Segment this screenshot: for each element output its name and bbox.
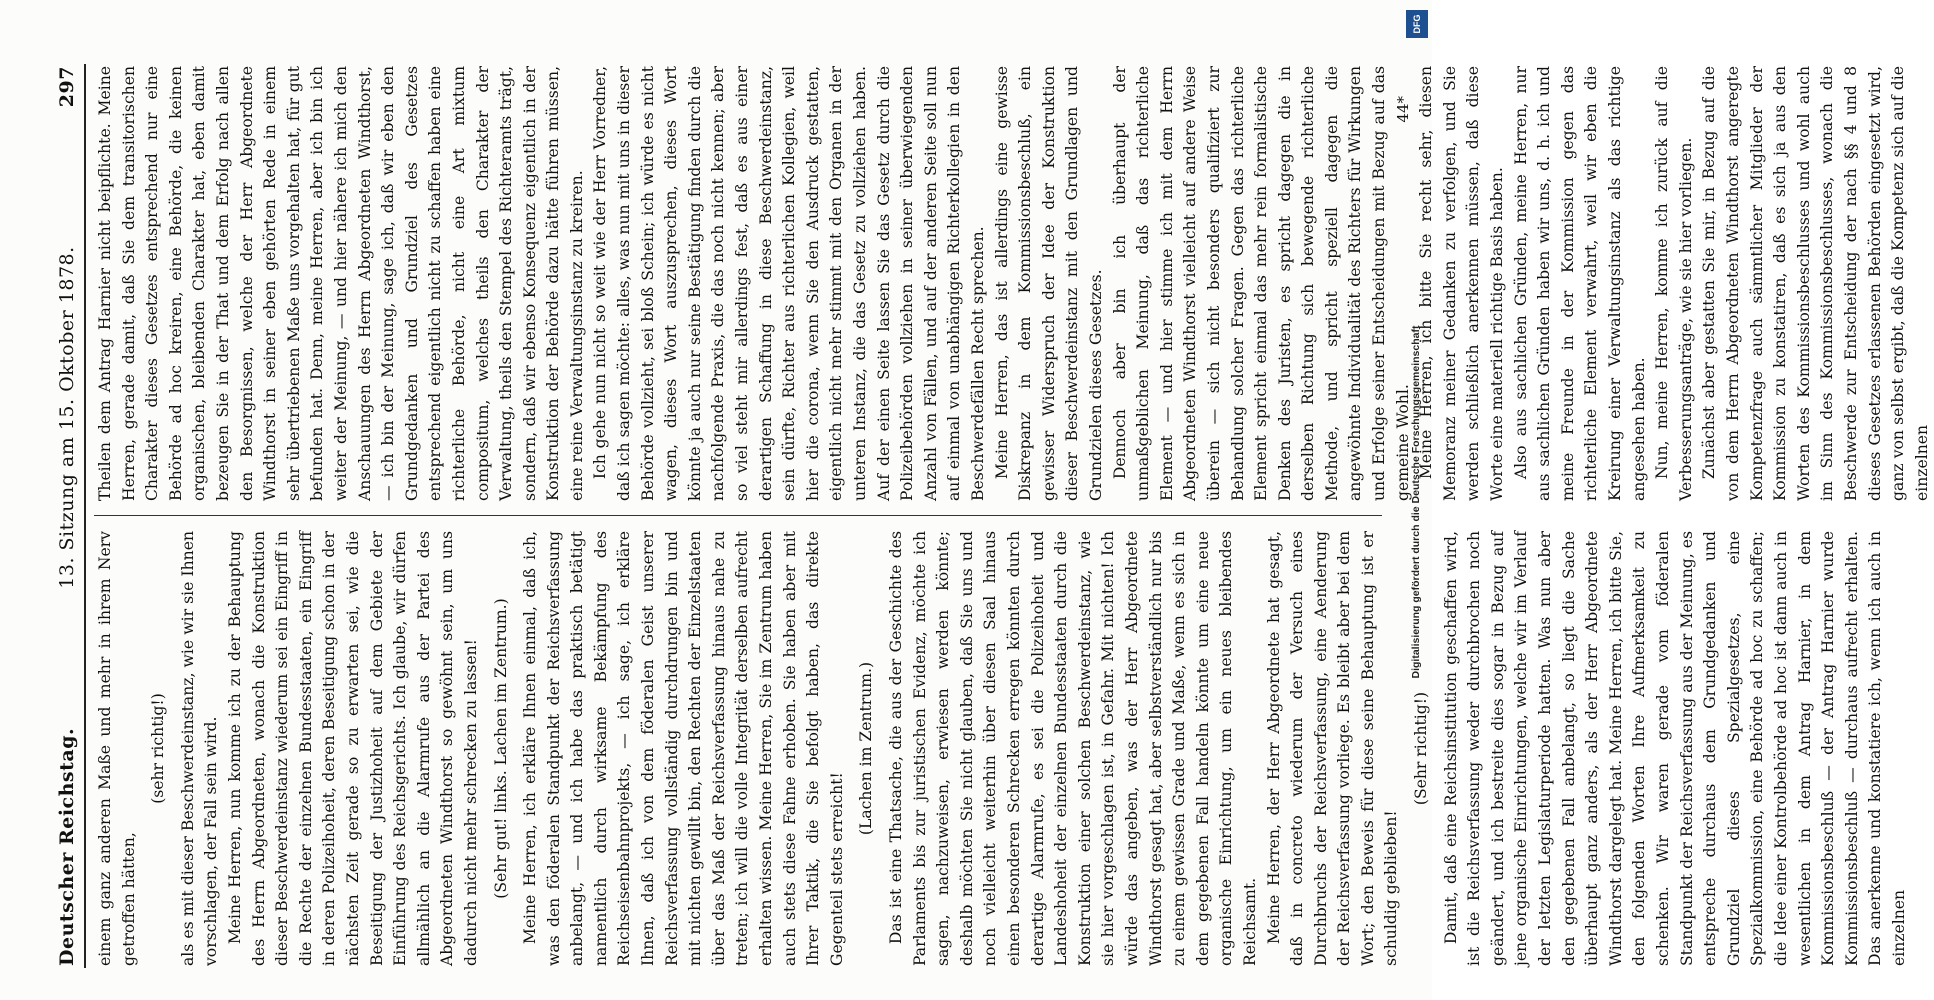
paragraph: Meine Herren, nun komme ich zu der Behauptung des Herrn Abgeordneten, wonach die Konstruktion dieser Beschwerdeinstanz wiederum sei ein Eingriff in die Rechte der einzelnen Bundesstaaten, ein Eingriff in deren Polizeihoheit, deren Beseitigung schon in der nächsten Zeit gerade so zu erwarten sei, wie die Beseitigung der Justizhoheit auf dem Gebiete der Einführung des Reichsgerichts. Ich glaube, wir dürfen allmählich an die Alarmrufe aus der Partei des Abgeordneten Windthorst so gewöhnt sein, um uns dadurch nicht mehr schrecken zu lassen! [225, 531, 480, 966]
interjection: (Sehr richtig!) [1412, 691, 1431, 806]
paragraph: Meine Herren, ich bitte Sie recht sehr, diesen Memoranz meiner Gedanken zu verfolgen, und Sie werden schließlich anerkennen müssen, daß diese Worte eine materiell richtige Basis haben. [1417, 66, 1507, 501]
credit-text: Digitalisierung gefördert durch die Deutsche Forschungsgemeinschaft [1410, 325, 1422, 679]
paragraph: als es mit dieser Beschwerdeinstanz, wie wir sie Ihnen vorschlagen, der Fall sein wird. [178, 531, 221, 966]
session-date: 13. Sitzung am 15. Oktober 1878. [56, 246, 78, 589]
interjection: (Lachen im Zentrum.) [857, 661, 876, 836]
paragraph: Das ist eine Thatsache, die aus der Geschichte des Parlaments bis zur juristischen Evidenz, möchte ich sagen, nachzuweisen, erwiesen werden könnte; deshalb möchten Sie nicht glauben, daß Sie uns und noch vielleicht weiterhin über diesen Saal hinaus einen besonderen Schrecken erregen könnten durch derartige Alarmrufe, es sei die Polizeihoheit und Landeshoheit der einzelnen Bundesstaaten durch die Konstruktion einer solchen Beschwerdeinstanz, wie sie hier vorgeschlagen ist, in Gefahr. Mit nichten! Ich würde das angeben, was der Herr Abgeordnete Windthorst gesagt hat, aber selbstverständlich nur bis zu einem gewissen Grade und Maße, wenn es sich in dem gegebenen Fall handeln könnte um eine neue organische Einrichtung, um ein neues bleibendes Reichsamt. [887, 531, 1259, 966]
running-head [44, 66, 78, 966]
paragraph: Dennoch aber bin ich überhaupt der unmaßgeblichen Meinung, daß das richterliche Element — und hier stimme ich mit dem Herrn Abgeordneten Windthorst vielleicht auf andere Weise überein — sich nicht besonders qualifiziert zur Behandlung solcher Fragen. Gegen das richterliche Element spricht einmal das mehr rein formalistische Denken des Juristen, es spricht dagegen die in derselben Richtung sich bewegende richterliche Methode, und spricht speziell dagegen die angewöhnte Individualität des Richters für Wirkungen und Erfolge seiner Entscheidungen mit Bezug auf das gemeine Wohl. [1110, 66, 1412, 501]
paragraph: Meine Herren, ich erkläre Ihnen einmal, daß ich, was den föderalen Standpunkt der Reichsverfassung anbelangt, — und ich habe das praktisch betätigt namentlich durch wirksame Bekämpfung des Reichseisenbahnprojekts, — ich sage, ich erkläre Ihnen, daß ich von dem föderalen Geist unserer Reichsverfassung vollständig durchdrungen bin und mit nichten gewillt bin, den Rechten der Einzelstaaten über das Maß der Reichsverfassung hinaus nahe zu treten; ich will die volle Integrität derselben aufrecht erhalten wissen. Meine Herren, Sie im Zentrum haben auch stets diese Fahne erhoben. Sie haben aber mit Ihrer Taktik, die Sie befolgt haben, das direkte Gegenteil stets erreicht! [521, 531, 846, 966]
paragraph: Meine Herren, der Herr Abgeordnete hat gesagt, daß in concreto wiederum der Versuch eines Durchbruchs der Reichsverfassung, eine Aenderung der Reichsverfassung vorliege. Es bleibt aber bei dem Wort; den Beweis für diese seine Behauptung ist er schuldig geblieben! [1264, 531, 1401, 966]
header-rule [84, 64, 86, 968]
paragraph: Damit, daß eine Reichsinstitution geschaffen wird, ist die Reichsverfassung weder durchbrochen noch geändert, und ich bestreite dies sogar in Bezug auf jene organische Einrichtungen, welche wir im Verlauf der letzten Legislaturperiode hatten. Was nun aber den gegebenen Fall anbelangt, so liegt die Sache überhaupt ganz anders, als der Herr Abgeordnete Windthorst dargelegt hat. Meine Herren, ich bitte Sie, den folgenden Worten Ihre Aufmerksamkeit zu schenken. Wir waren gerade vom föderalen Standpunkt der Reichsverfassung aus der Meinung, es entspreche durchaus dem Grundgedanken und Grundziel dieses Spezialgesetzes, eine Spezialkommission, eine Behörde ad hoc zu schaffen; die Idee einer Kontrolbehörde ad hoc ist dann auch in wesentlichen in dem Antrag Harnier, in dem Kommissionsbeschluß — der Antrag Harnier wurde Kommissionsbeschluß — durchaus aufrecht erhalten. Das anerkenne und konstatiere ich, wenn ich auch in einzelnen [1441, 531, 1908, 966]
digitization-credit [1406, 12, 1426, 992]
rotated-sheet [36, 36, 1931, 996]
page-number: 297 [56, 66, 78, 108]
paragraph: Nun, meine Herren, komme ich zurück auf die Verbesserungsanträge, wie sie hier vorliegen. [1653, 66, 1695, 501]
left-column [94, 531, 1908, 966]
dfg-logo-text: DFG [1412, 14, 1422, 34]
sheet-signature: 44* [1394, 96, 1412, 123]
journal-title: Deutscher Reichstag. [56, 727, 78, 966]
paragraph: Ich gehe nun nicht so weit wie der Herr Vorredner, daß ich sagen möchte: alles, was nun mit uns in dieser Behörde vollzieht, sei bloß Schein; ich würde es nicht wagen, dieses Wort auszusprechen, dieses Wort könnte ja auch nur seine Bestätigung finden durch die nachfolgende Praxis, die das noch nicht kennen; aber so viel steht mir allerdings fest, daß es aus einer derartigen Schaffung in diese Beschwerdeinstanz, sein dürfte, Richter aus richterlichen Kollegien, weil hier die corona, wenn Sie den Ausdruck gestatten, eigentlich nicht mehr stimmt mit den Organen in der unteren Instanz, die das Gesetz zu vollziehen haben. Auf der einen Seite lassen Sie das Gesetz durch die Polizeibehörden vollziehen in seiner überwiegenden Anzahl von Fällen, und auf der anderen Seite soll nun auf einmal von unabhängigen Richterkollegien in den Beschwerdefällen Recht sprechen. [591, 66, 987, 501]
paragraph: einem ganz anderen Maße und mehr in ihrem Nerv getroffen hätten, [96, 531, 138, 966]
paragraph: Theilen dem Antrag Harnier nicht beipflichte. Meine Herren, gerade damit, daß Sie dem transitorischen Charakter dieses Gesetzes entsprechend nur eine Behörde ad hoc kreiren, eine Behörde, die keinen organischen, bleibenden Charakter hat, eben damit bezeugen Sie in der That und dem Erfolg nach allen den Besorgnissen, welche der Herr Abgeordnete Windthorst in seiner eben gehörten Rede in einem sehr übertriebenen Maße uns vorgehalten hat, für gut befunden hat. Denn, meine Herren, aber ich bin ich weiter der Meinung, — und hier nähere ich mich den Anschauungen des Herrn Abgeordneten Windthorst, — ich bin der Meinung, sage ich, daß wir eben den Grundgedanken und Grundziel des Gesetzes entsprechend eigentlich nicht zu schaffen haben eine richterliche Behörde, nicht eine Art mixtum compositum, welches theils den Charakter der Verwaltung, theils den Stempel des Richteramts trägt, sondern, daß wir ebenso Konsequenz eigentlich in der Konstruktion der Behörde dazu hätte führen müssen, eine reine Verwaltungsinstanz zu kreiren. [96, 66, 586, 501]
paragraph: Meine Herren, das ist allerdings eine gewisse Diskrepanz in dem Kommissionsbeschluß, ein gewisser Widerspruch der Idee der Konstruktion dieser Beschwerdeinstanz mit den Grundlagen und Grundzielen dieses Gesetzes. [992, 66, 1105, 501]
interjection: (sehr richtig!) [149, 693, 168, 804]
interjection: (Sehr gut! links. Lachen im Zentrum.) [491, 598, 510, 899]
paragraph: Also aus sachlichen Gründen, meine Herren, nur aus sachlichen Gründen haben wir uns, d. h. ich und meine Freunde in der Kommission gegen das richterliche Element verwahrt, weil wir eben die Kreirung einer Verwaltungsinstanz als das richtige angesehen haben. [1511, 66, 1648, 501]
paragraph: Zunächst aber gestatten Sie mir, in Bezug auf die von dem Herrn Abgeordneten Windthorst angeregte Kompetenzfrage auch sämmtlicher Mitglieder der Kommission zu konstatiren, daß es sich ja aus den Worten des Kommissionsbeschlusses und wohl auch im Sinn des Kommissionsbeschlusses, wonach die Beschwerde zur Entscheidung der nach §§ 4 und 8 dieses Gesetzes erlassenen Behörden eingesetzt wird, ganz von selbst ergibt, daß die Kompetenz sich auf die einzelnen [1700, 66, 1931, 501]
dfg-logo [1406, 10, 1428, 38]
